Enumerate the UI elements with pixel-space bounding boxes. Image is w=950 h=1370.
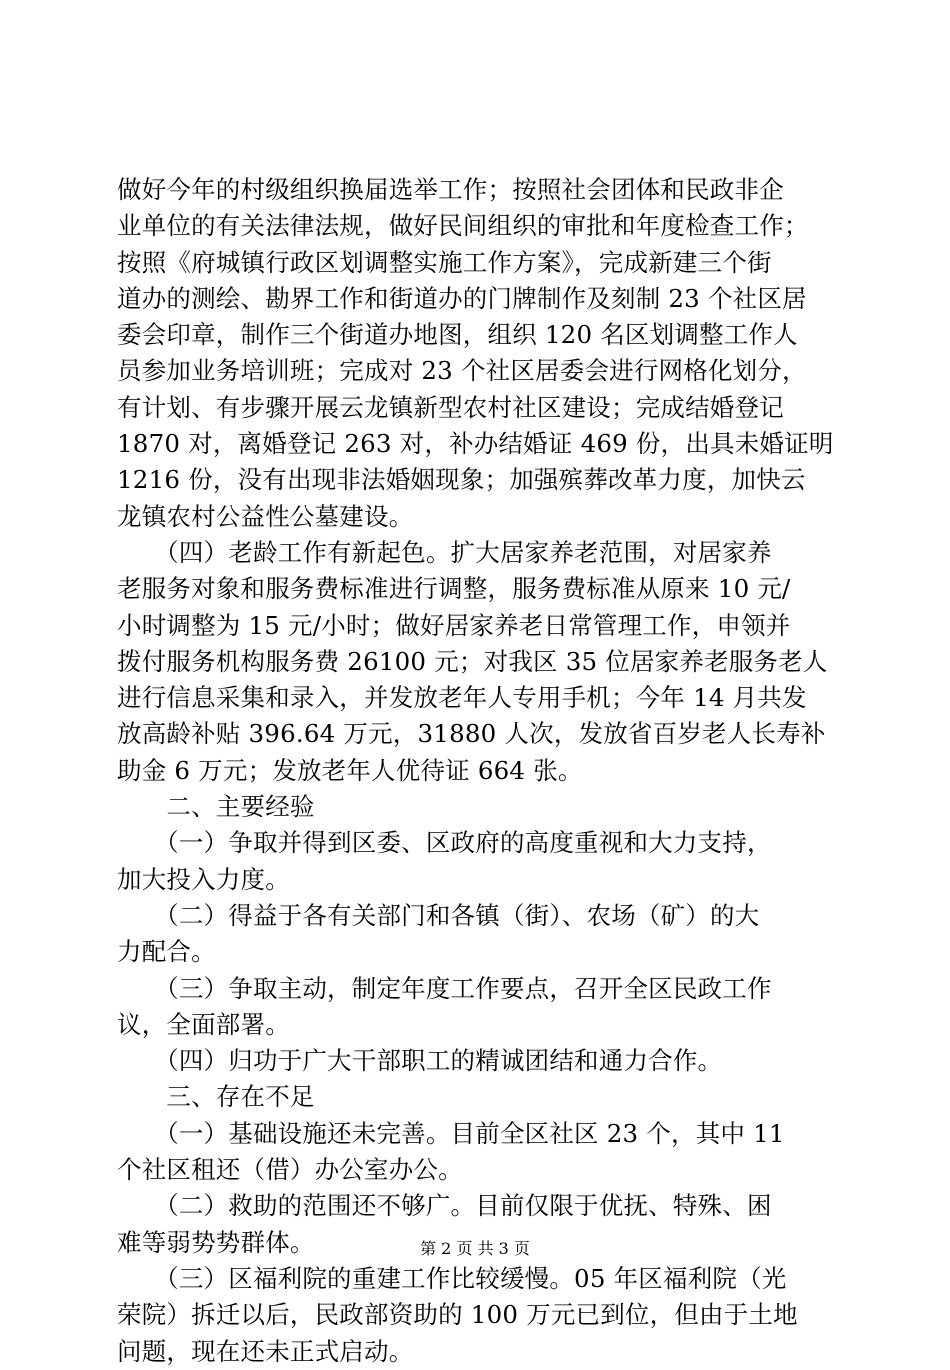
text-line-23: （三）争取主动，制定年度工作要点，召开全区民政工作	[117, 973, 772, 1003]
text-line-12: 老服务对象和服务费标准进行调整，服务费标准从原来 10 元/	[117, 574, 791, 604]
text-line-17: 助金 6 万元；发放老年人优待证 664 张。	[117, 755, 583, 785]
text-line-10: 龙镇农村公益性公墓建设。	[117, 501, 414, 531]
text-line-19: （一）争取并得到区委、区政府的高度重视和大力支持，	[117, 828, 772, 858]
text-line-21: （二）得益于各有关部门和各镇（街）、农场（矿）的大	[117, 900, 760, 930]
text-line-14: 拨付服务机构服务费 26100 元；对我区 35 位居家养老服务老人	[117, 646, 828, 676]
text-line-32: 荣院）拆迁以后，民政部资助的 100 万元已到位，但由于土地	[117, 1300, 798, 1330]
text-line-7: 有计划、有步骤开展云龙镇新型农村社区建设；完成结婚登记	[117, 392, 784, 422]
text-line-8: 1870 对，离婚登记 263 对，补办结婚证 469 份，出具未婚证明	[117, 429, 834, 459]
text-line-3: 按照《府城镇行政区划调整实施工作方案》，完成新建三个街	[117, 247, 772, 277]
text-line-1: 做好今年的村级组织换届选举工作；按照社会团体和民政非企	[117, 175, 784, 204]
section-heading-shortcomings: 三、存在不足	[117, 1082, 315, 1112]
text-line-15: 进行信息采集和录入，并发放老年人专用手机；今年 14 月共发	[117, 683, 807, 713]
section-heading-experience: 二、主要经验	[117, 792, 315, 822]
text-line-9: 1216 份，没有出现非法婚姻现象；加强殡葬改革力度，加快云	[117, 465, 806, 495]
text-line-29: （二）救助的范围还不够广。目前仅限于优抚、特殊、困	[117, 1191, 772, 1221]
text-line-30: 难等弱势势群体。	[117, 1227, 315, 1257]
text-line-33: 问题，现在还未正式启动。	[117, 1336, 414, 1366]
text-line-4: 道办的测绘、勘界工作和街道办的门牌制作及刻制 23 个社区居	[117, 283, 807, 313]
text-line-5: 委会印章，制作三个街道办地图，组织 120 名区划调整工作人	[117, 320, 798, 350]
text-line-24: 议，全面部署。	[117, 1009, 290, 1039]
text-line-25: （四）归功于广大干部职工的精诚团结和通力合作。	[117, 1046, 723, 1076]
text-line-31: （三）区福利院的重建工作比较缓慢。05 年区福利院（光	[117, 1263, 787, 1293]
text-line-27: （一）基础设施还未完善。目前全区社区 23 个，其中 11	[117, 1118, 785, 1148]
text-line-22: 力配合。	[117, 937, 216, 967]
text-line-28: 个社区租还（借）办公室办公。	[117, 1155, 463, 1185]
page-number-footer: 第 2 页 共 3 页	[420, 1239, 530, 1258]
text-line-20: 加大投入力度。	[117, 864, 290, 894]
text-line-2: 业单位的有关法律法规，做好民间组织的审批和年度检查工作；	[117, 211, 809, 241]
text-line-6: 员参加业务培训班；完成对 23 个社区居委会进行网格化划分，	[117, 356, 807, 386]
text-line-13: 小时调整为 15 元/小时；做好居家养老日常管理工作，申领并	[117, 610, 791, 640]
text-line-16: 放高龄补贴 396.64 万元，31880 人次，发放省百岁老人长寿补	[117, 719, 826, 749]
document-body	[117, 172, 835, 1370]
text-line-11: （四）老龄工作有新起色。扩大居家养老范围，对居家养	[117, 537, 772, 567]
